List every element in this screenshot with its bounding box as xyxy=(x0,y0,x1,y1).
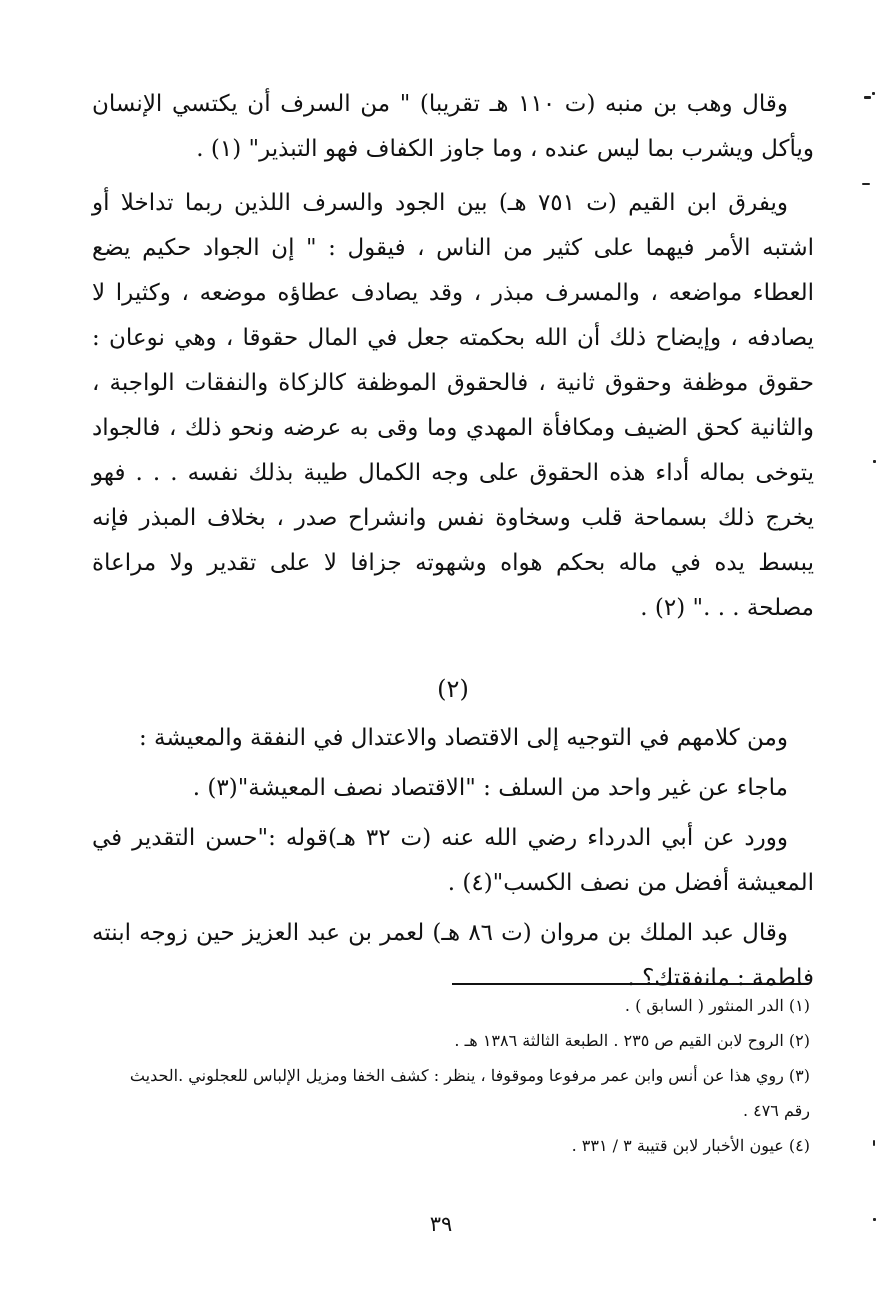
footnote-4: (٤) عيون الأخبار لابن قتيبة ٣ / ٣٣١ . xyxy=(571,1136,810,1155)
scan-mark xyxy=(873,460,876,463)
paragraph-abu-darda: وورد عن أبي الدرداء رضي الله عنه (ت ٣٢ هـ)قوله :"حسن التقدير في المعيشة أفضل من نصف الكسب"(٤) . xyxy=(92,825,814,896)
paragraph-intro: ومن كلامهم في التوجيه إلى الاقتصاد والاعتدال في النفقة والمعيشة : xyxy=(138,725,788,751)
scan-mark xyxy=(873,1218,876,1221)
scan-mark xyxy=(873,1140,875,1146)
section-number: (٢) xyxy=(437,675,469,703)
footnote-divider xyxy=(452,983,806,985)
footnote-3: (٣) روي هذا عن أنس وابن عمر مرفوعا وموقوفا ، ينظر : كشف الخفا ومزيل الإلباس للعجلوني .الحديث رقم ٤٧٦ . xyxy=(129,1066,810,1120)
paragraph-wahb-bin-munabbih: وقال وهب بن منبه (ت ١١٠ هـ تقريبا) " من السرف أن يكتسي الإنسان ويأكل ويشرب بما ليس عنده ، وما جاوز الكفاف فهو التبذير" (١) . xyxy=(92,91,814,162)
footnotes xyxy=(100,988,810,1163)
footnote-2: (٢) الروح لابن القيم ص ٢٣٥ . الطبعة الثالثة ١٣٨٦ هـ . xyxy=(454,1031,810,1050)
scan-mark xyxy=(864,96,871,99)
main-text xyxy=(92,82,814,1006)
paragraph-salaf-quote: ماجاء عن غير واحد من السلف : "الاقتصاد نصف المعيشة"(٣) . xyxy=(192,775,788,801)
paragraph-abd-al-malik: وقال عبد الملك بن مروان (ت ٨٦ هـ) لعمر بن عبد العزيز حين زوجه ابنته فاطمة : مانفقتك؟ . xyxy=(92,920,814,991)
footnote-1: (١) الدر المنثور ( السابق ) . xyxy=(624,996,810,1015)
page-number: ٣٩ xyxy=(429,1212,453,1236)
scan-mark xyxy=(872,92,875,95)
scan-mark xyxy=(862,183,870,185)
paragraph-ibn-al-qayyim: ويفرق ابن القيم (ت ٧٥١ هـ) بين الجود والسرف اللذين ربما تداخلا أو اشتبه الأمر فيهما على كثير من الناس ، فيقول : " إن الجواد حكيم يضع العطاء مواضعه ، والمسرف مبذر ، وقد يصادف عطاؤه موضعه ، وكثيرا لا يصادفه ، وإيضاح ذلك أن الله بحكمته جعل في المال حقوقا ، وهي نوعان : حقوق موظفة وحقوق ثانية ، فالحقوق الموظفة كالزكاة والنفقات الواجبة ، والثانية كحق الضيف ومكافأة المهدي وما وقى به عرضه ونحو ذلك ، فالجواد يتوخى بماله أداء هذه الحقوق على وجه الكمال طيبة بذلك نفسه . . . فهو يخرج ذلك بسماحة قلب وسخاوة نفس وانشراح صدر ، بخلاف المبذر فإنه يبسط يده في ماله بحكم هواه وشهوته جزافا لا على تقدير ولا مراعاة مصلحة . . ." (٢) . xyxy=(92,190,814,621)
